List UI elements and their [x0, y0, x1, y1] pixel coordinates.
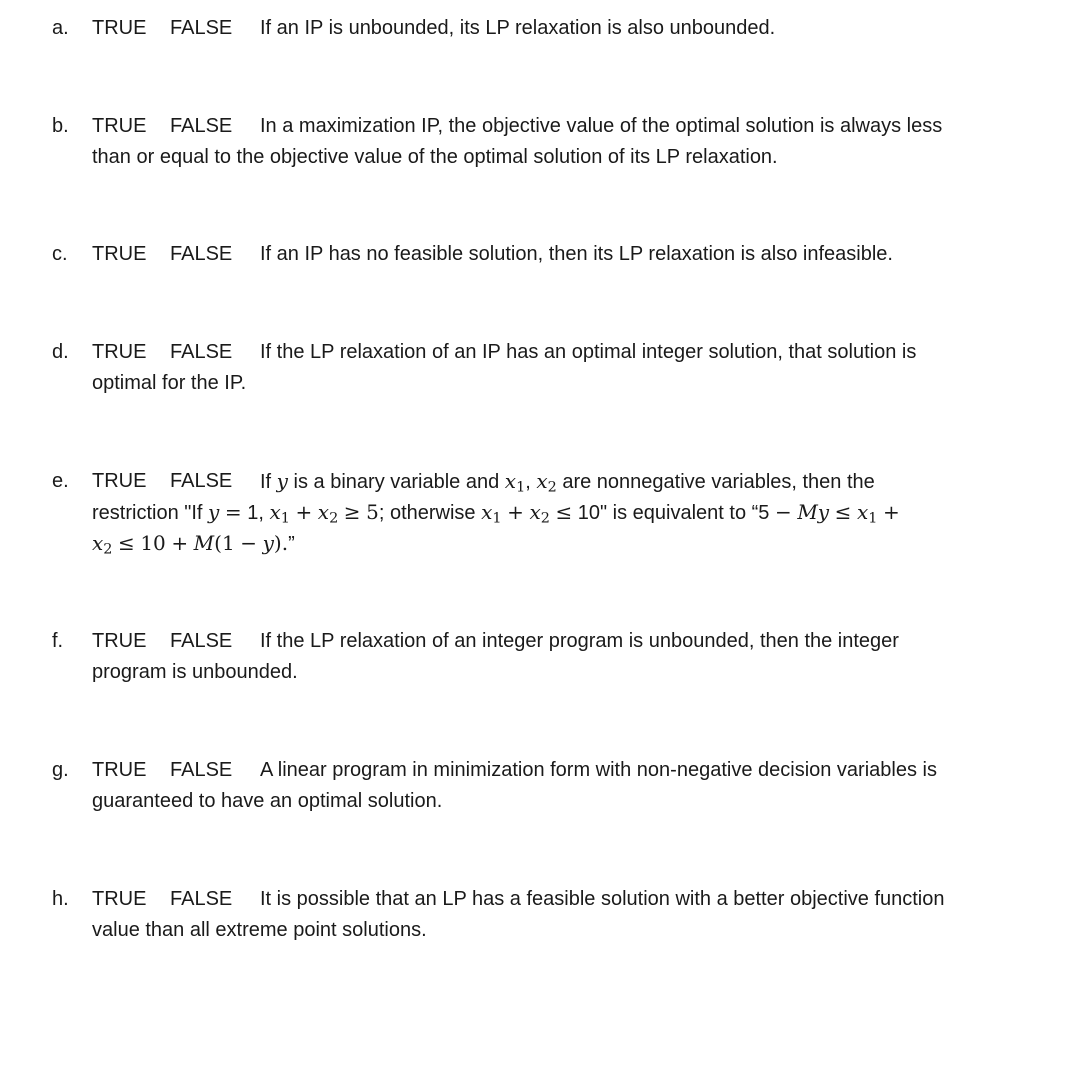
question-letter: e. [52, 470, 69, 492]
statement-line: A linear program in minimization form with non-negative decision variables is [260, 759, 937, 781]
statement-line: value than all extreme point solutions. [92, 919, 427, 941]
false-option: FALSE [170, 17, 233, 39]
question-letter: f. [52, 630, 64, 652]
true-option: TRUE [92, 759, 147, 781]
false-option: FALSE [170, 470, 233, 492]
question-letter: b. [52, 115, 69, 137]
false-option: FALSE [170, 630, 233, 652]
true-option: TRUE [92, 341, 147, 363]
question-letter: a. [52, 17, 69, 39]
statement-line: It is possible that an LP has a feasible solution with a better objective function [260, 888, 945, 910]
statement-line: If y is a binary variable and $x_1$, $x_2$ are nonnegative variables, then the [260, 469, 875, 496]
false-option: FALSE [170, 115, 233, 137]
true-option: TRUE [92, 243, 147, 265]
true-option: TRUE [92, 888, 147, 910]
statement-line: than or equal to the objective value of the optimal solution of its LP relaxation. [92, 146, 778, 168]
true-option: TRUE [92, 470, 147, 492]
statement-line: If an IP is unbounded, its LP relaxation is also unbounded. [260, 17, 776, 39]
question-letter: g. [52, 759, 69, 781]
statement-line: guaranteed to have an optimal solution. [92, 790, 443, 812]
statement-line: If the LP relaxation of an integer program is unbounded, then the integer [260, 630, 899, 652]
false-option: FALSE [170, 759, 233, 781]
false-option: FALSE [170, 243, 233, 265]
false-option: FALSE [170, 341, 233, 363]
true-option: TRUE [92, 630, 147, 652]
statement-line: In a maximization IP, the objective value of the optimal solution is always less [260, 115, 943, 137]
statement-line: optimal for the IP. [92, 372, 247, 394]
question-letter: d. [52, 341, 69, 363]
true-option: TRUE [92, 115, 147, 137]
statement-line: If an IP has no feasible solution, then its LP relaxation is also infeasible. [260, 243, 893, 265]
true-option: TRUE [92, 17, 147, 39]
false-option: FALSE [170, 888, 233, 910]
statement-line: program is unbounded. [92, 661, 298, 683]
question-letter: h. [52, 888, 69, 910]
statement-line: restriction "If y = 1, $x_1 + x_2 \ge 5$; otherwise $x_1 + x_2 \le 10$" is equivalent to “$5 - My \le x_1$ + [92, 500, 900, 527]
statement-line: $x_2 \le 10 + M(1 - y)$.” [92, 531, 295, 558]
question-letter: c. [52, 243, 68, 265]
statement-line: If the LP relaxation of an IP has an optimal integer solution, that solution is [260, 341, 917, 363]
